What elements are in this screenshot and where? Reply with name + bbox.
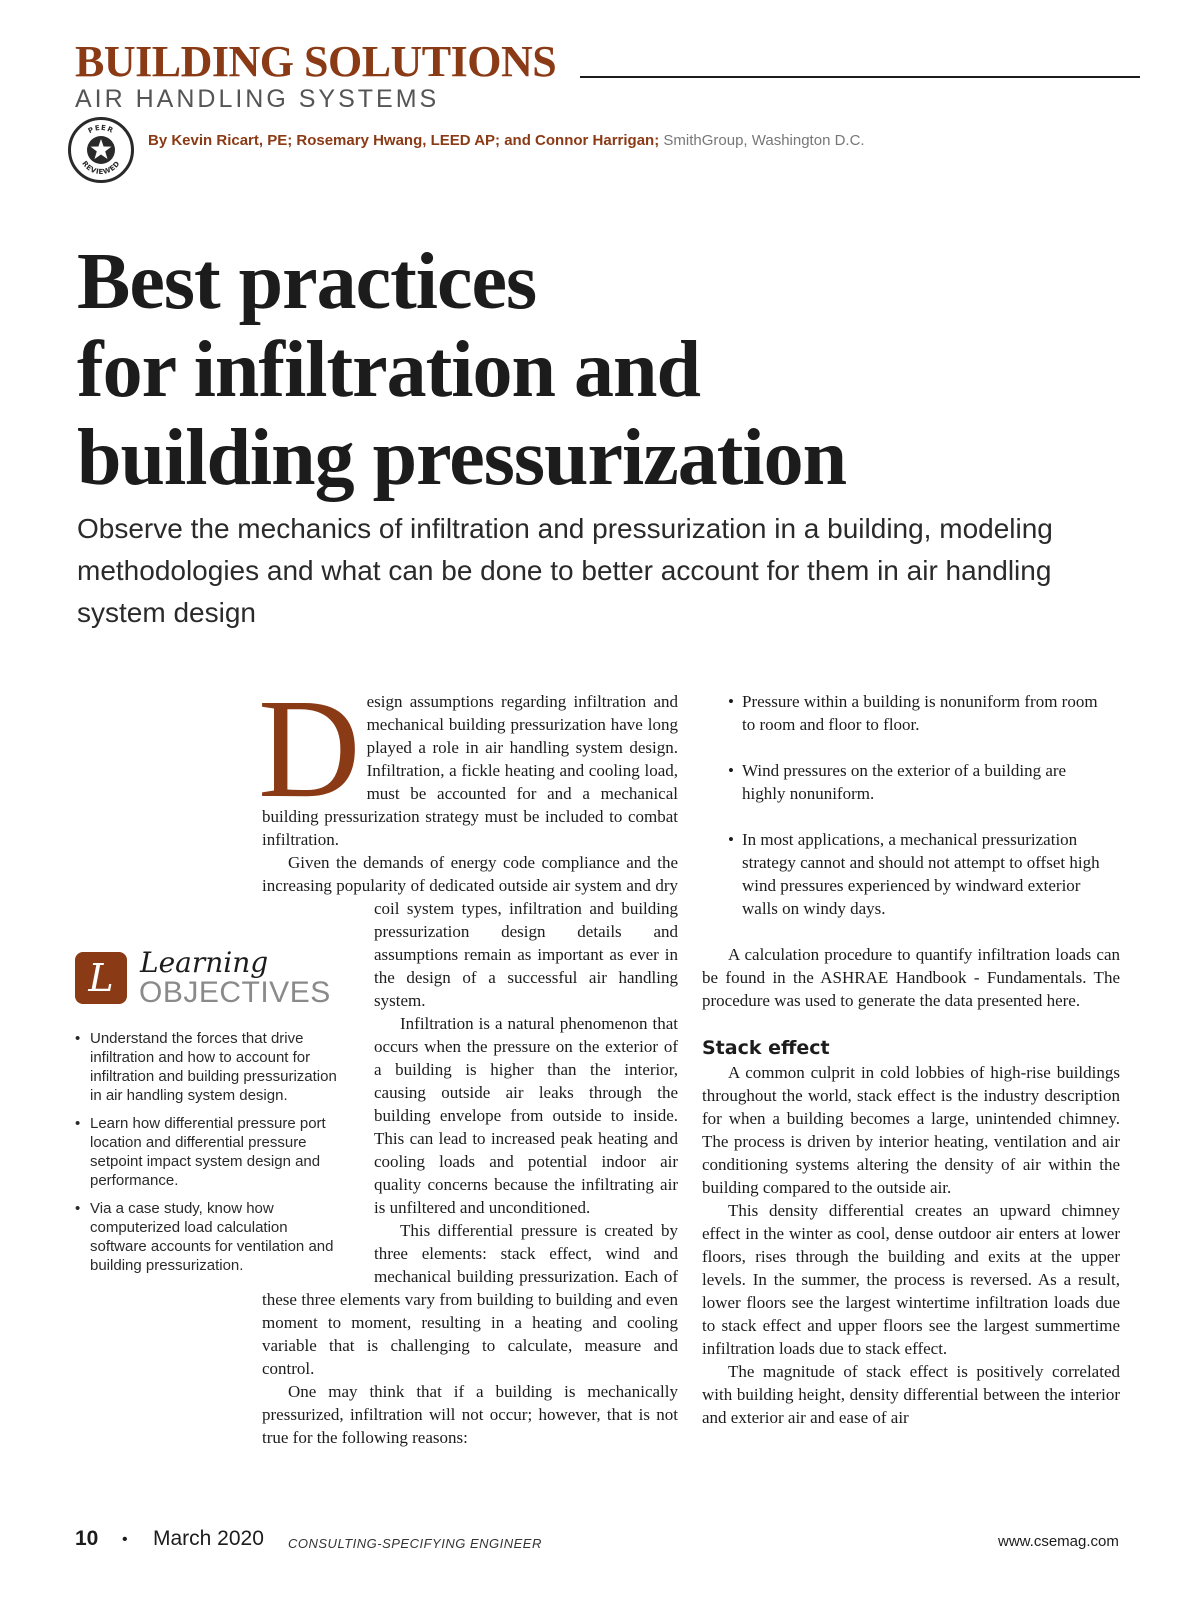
article-column-2 [702, 690, 1120, 1429]
section-title: BUILDING SOLUTIONS [75, 37, 557, 86]
byline-authors: By Kevin Ricart, PE; Rosemary Hwang, LEED AP; and Connor Harrigan; [148, 132, 660, 149]
article-deck: Observe the mechanics of infiltration and pressurization in a building, modeling methodologies and what can be done to better account for them in air handling system design [77, 513, 1053, 628]
learning-objective-item: • Via a case study, know how computerized load calculation software accounts for ventilation and building pressurization. [75, 1200, 334, 1274]
reason-item: • Pressure within a building is nonuniform from room to room and floor to floor. [728, 692, 1098, 734]
article-title [77, 238, 1127, 502]
body-paragraph: A calculation procedure to quantify infiltration loads can be found in the ASHRAE Handbook - Fundamentals. The procedure was used to generate the data presented here. [702, 945, 1120, 1010]
body-paragraph: A common culprit in cold lobbies of high-rise buildings throughout the world, stack effect is the industry description for when a building becomes a large, unintended chimney. The process is driven by interior heating, ventilation and air conditioning systems altering the density of air within the building compared to the outside air. [702, 1063, 1120, 1197]
learning-objective-item: • Understand the forces that drive infiltration and how to account for infiltration and building pressurization in air handling system design. [75, 1030, 337, 1104]
peer-reviewed-badge-icon [68, 117, 134, 183]
body-paragraph: Given the demands of energy code compliance and the increasing popularity of dedicated outside air system and dry coil system types, infiltration and building pressurization design details and assumptions remain as important as ever in the design of a successful air handling system. [262, 851, 678, 1012]
body-paragraph: This differential pressure is created by three elements: stack effect, wind and mechanical building pressurization. Each of these three elements vary from building to building and even moment to moment, resulting in a heating and cooling variable that is challenging to calculate, measure and control. [262, 1221, 678, 1378]
footer-magazine: CONSULTING-SPECIFYING ENGINEER [288, 1536, 542, 1551]
body-paragraph: This density differential creates an upward chimney effect in the winter as cool, dense outdoor air enters at lower floors, rises through the building and exits at the upper levels. In the summer, the process is reversed. As a result, lower floors see the largest wintertime infiltration loads due to stack effect and upper floors see the largest summertime infiltration loads due to stack effect. [702, 1201, 1120, 1358]
article-title-line: building pressurization [77, 414, 847, 502]
learning-objectives-list [75, 1029, 337, 1284]
body-paragraph: esign assumptions regarding infiltration and mechanical building pressurization have long played a role in air handling system design. Infiltration, a fickle heating and cooling load, must be accounted for and a mechanical building pressurization strategy must be included to combat infiltration. [262, 692, 678, 849]
svg-text:REVIEWED: REVIEWED [80, 159, 122, 177]
svg-text:PEER: PEER [86, 123, 116, 136]
reason-item: • In most applications, a mechanical pressurization strategy cannot and should not attempt to offset high wind pressures experienced by windward exterior walls on windy days. [728, 830, 1100, 918]
article-title-line: Best practices [77, 238, 537, 326]
footer-url: www.csemag.com [998, 1533, 1119, 1550]
body-paragraph: The magnitude of stack effect is positively correlated with building height, density differential between the interior and exterior air and ease of air [702, 1362, 1120, 1427]
section-subhead: Stack effect [702, 1037, 830, 1059]
learning-objectives-script-title: Learning [140, 946, 269, 979]
article-title-line: for infiltration and [77, 326, 701, 414]
learning-objectives-icon: L [75, 952, 127, 1004]
byline [148, 132, 865, 149]
reasons-list [702, 690, 1120, 920]
section-subtitle: AIR HANDLING SYSTEMS [75, 85, 440, 113]
footer-page-number: 10 [75, 1527, 99, 1550]
body-paragraph: Infiltration is a natural phenomenon that occurs when the pressure on the exterior of a building is higher than the interior, causing outside air leaks through the building envelope from outside to inside. This can lead to increased peak heating and cooling loads and potential indoor air quality concerns because the infiltrating air is unfiltered and unconditioned. [374, 1014, 678, 1217]
reason-item: • Wind pressures on the exterior of a building are highly nonuniform. [728, 761, 1067, 803]
footer-separator: • [122, 1531, 128, 1548]
byline-affiliation: SmithGroup, Washington D.C. [663, 132, 865, 149]
footer-date: March 2020 [153, 1527, 264, 1550]
body-paragraph: One may think that if a building is mechanically pressurized, infiltration will not occur; however, that is not true for the following reasons: [262, 1382, 678, 1447]
drop-cap: D [258, 669, 361, 827]
section-title-rule [580, 76, 1140, 78]
learning-objective-item: • Learn how differential pressure port location and differential pressure setpoint impact system design and performance. [75, 1115, 326, 1189]
learning-objectives-title: OBJECTIVES [139, 976, 331, 1009]
